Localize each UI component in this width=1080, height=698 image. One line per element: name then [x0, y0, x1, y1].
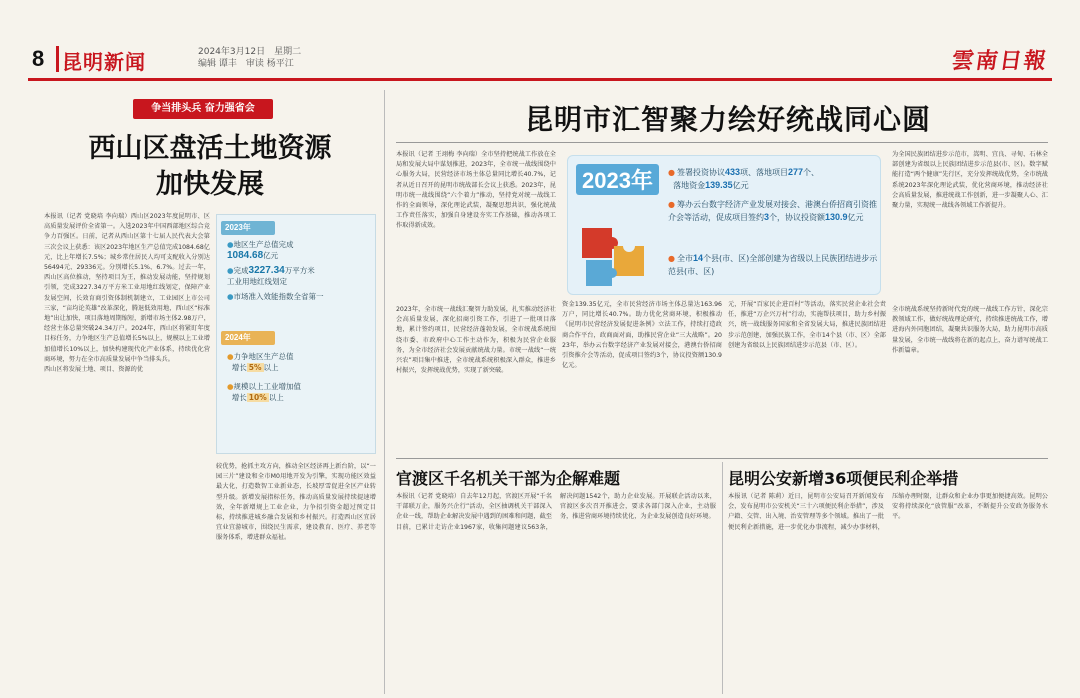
info-label: 增长: [231, 363, 247, 372]
page-number: 8: [32, 46, 45, 71]
info-label: 地区生产总值完成: [233, 240, 294, 249]
stats-box: [567, 155, 881, 295]
info-gdp-value: 1084.68: [227, 250, 264, 261]
section-name: 昆明新闻: [62, 50, 146, 74]
info-2024-gdp: [227, 351, 373, 373]
bullet-icon: ●: [227, 382, 234, 391]
bullet-icon: ●: [227, 266, 234, 275]
main-col4: 元，开展“百家民企进百村”等活动，落实民营企业社会责任，推进“万企兴万村”行动，实施帮扶项目，助力乡村振兴，统一战线服务国家和全省发展大局，推进民族团结进步示范创建，加强民族工作，全市14个县（市、区）全部创建为省级以上民族团结进步示范县（市、区）。: [728, 301, 886, 349]
stat-label: 项、落地项目: [740, 168, 789, 177]
main-col2: 2023年，全市统一战线汇聚智力助发展，扎实推动经济社会高质量发展，深化招商引资工作，引进了一批项目落地，累计签约项目，民营经济蓬勃发展，全市统战系统围绕市委、市政府中心工作主动作为，积极为民营企业服务，为全市经济社会发展贡献统战力量。市统一战线“一统兴农”项目集中推进，全市统战系统积极深入群众，推进乡村振兴，发挥统战优势，实现了新突破。: [396, 306, 556, 375]
stat-events: [668, 198, 878, 224]
stat-label: 筹办云台数字经济产业发展对接会、港澳台侨招商引资推介会等活动，促成项目签约: [668, 200, 877, 222]
main-col5: 为全国民族团结进步示范市，嵩明、宜良、寻甸、石林全部创建为省级以上民族团结进步示范县(市、区)。数字赋能打造“两个健康”先行区，充分发挥统战优势，全市统战系统2023年深化理论武装，优化营商环境，推动经济社会高质量发展，推进统战工作创新，进一步凝聚人心、汇聚力量，实现统一战线各领域工作新提升。: [892, 151, 1048, 210]
left-title-line1: 西山区盘活土地资源: [88, 133, 332, 164]
info-2024-industry: [227, 381, 373, 403]
stat-value: 277: [788, 167, 804, 177]
dateline: [198, 46, 301, 70]
stat-counties: [668, 252, 878, 278]
kicker-banner: 争当排头兵 奋力强省会: [133, 99, 273, 119]
stat-value: 14: [692, 253, 703, 263]
info-unit: 万平方米: [284, 266, 315, 275]
bullet-icon: ●: [668, 254, 675, 263]
info-gdp-target: 5%: [248, 363, 262, 372]
masthead: [28, 38, 1052, 82]
stat-label: 签署投资协议: [676, 168, 725, 177]
left-article-title: [45, 131, 375, 203]
police-article-title: 昆明公安新增36项便民利企举措: [728, 469, 959, 488]
date-text: 2024年3月12日 星期二: [198, 47, 302, 57]
stat-label: 个，协议投资额: [769, 213, 826, 222]
stat-label: 个、: [803, 168, 820, 177]
guandu-article-body: 本报讯（记者 党晓培）自去年12月起，官渡区开展“千名干部联万企，服务兴企行”活动，全区抽调机关干部深入企业一线，帮助企业解决发展中遇到的困难和问题，截至目前，已累计走访企业1967家，收集问题建议563条，解决问题1542个，助力企业发展。开展联企活动以来，官渡区多次召开推进会，要求各部门深入企业，主动服务，推进营商环境持续优化，为企业发展创造良好环境。: [396, 493, 716, 531]
stat-value: 130.9: [825, 212, 848, 222]
left-title-line2: 加快发展: [156, 169, 264, 200]
bullet-icon: ●: [668, 200, 675, 209]
puzzle-icon: [576, 214, 658, 292]
stat-label: 落地资金: [673, 181, 706, 190]
bullet-icon: ●: [227, 352, 234, 361]
left-article-body-cont: 较优势，抢抓主攻方向，推动全区经济再上新台阶，以“一园三片”建设和全市M0用地开发为引擎，实现功能区效益最大化，打造数智工业新业态，长坡厚雪促进全区产业转型升级。新增发展指标任务，推动高质量发展持续提速增效，全年新增规上工业企业，力争招引资金超过预定目标，持续推进城乡融合发展和乡村振兴。打造西山区宜居宜业宜游城市，围绕民生需求，建设教育、医疗、养老等服务体系，增进群众福祉。: [216, 463, 376, 542]
info-2023-tag: 2023年: [221, 221, 275, 235]
info-label: 完成: [233, 266, 249, 275]
bullet-icon: ●: [227, 292, 234, 301]
column-divider: [384, 90, 385, 694]
stat-label: 个县(市、区)全部创建为省级以上民族团结进步示范县(市、区): [668, 254, 878, 276]
info-label: 工业用地红线划定: [227, 277, 287, 286]
info-2023-land: [227, 265, 373, 287]
stat-value: 139.35: [705, 180, 733, 190]
stats-year: 2023年: [576, 164, 659, 195]
info-2023-gdp: [227, 239, 373, 261]
left-body-text: 本报讯（记者 党晓培 李向瑞）西山区2023年度昆明市、区高质量发展评价全省第一。入选2023年中国西部地区综合竞争力百强区。日前，记者从西山区第十七届人民代表大会第三次会议上获悉：该区2023年地区生产总值完成1084.68亿元，比上年增长7.5%；城乡常住居民人均可支配收入分别达56494元、29336元。分别增长5.1%、6.7%。过去一年，西山区高位推动，坚持项目为王，推动发展动能，坚持规划引领，完成3227.34万平方米工业用地红线划定，保障产业发展空间，长效育商引资体制机制建立，工业园区上市公司三家，“亩均论英雄”改革深化，腾退低效用地，西山区“标准地”出让加快，项目落地周期缩短，新增市场主体2.98万户，经营主体总量突破24.34万户。2024年，西山区将紧盯年度目标任务，力争地区生产总值增长5%以上，规模以上工业增加值增长10%以上，加快构建现代化产业体系，持续优化营商环境，努力在全市高质量发展中争当排头兵。: [44, 213, 210, 363]
left-article-body: [44, 212, 210, 692]
info-2024-tag: 2024年: [221, 331, 275, 345]
info-land-value: 3227.34: [248, 265, 285, 276]
bullet-icon: ●: [227, 240, 234, 249]
info-label: 以上: [268, 393, 284, 402]
section-rule: [396, 458, 1048, 459]
stat-label: 亿元: [732, 181, 749, 190]
main-col6: 全市统战系统坚持新时代党的统一战线工作方针，深化宗教领域工作，做好统战理论研究，持续推进统战工作，增进海内外同胞团结，凝聚共识服务大局，助力昆明市高质量发展，全市统一战线将在新的起点上，奋力谱写统战工作新篇章。: [892, 306, 1048, 354]
info-label: 增长: [231, 393, 247, 402]
guandu-article-title: 官渡区千名机关干部为企解难题: [396, 469, 621, 488]
stat-value: 433: [724, 167, 741, 177]
info-label: 以上: [263, 363, 279, 372]
info-2023-market: [227, 291, 373, 302]
info-label: 力争地区生产总值: [233, 352, 294, 361]
title-rule: [396, 142, 1048, 143]
column-divider: [722, 462, 723, 694]
info-label: 市场准入效能指数全省第一: [233, 292, 324, 301]
main-col1: 本报讯（记者 王翊梅 李向瑞）全市坚持把统战工作放在全局和发展大局中谋划推进，2023年，全市统一战线围绕中心服务大局，民营经济市场主体总量同比增长40.7%，记者从近日召开的昆明市统战部长会议上获悉。2023年，昆明市统一战线围绕“六个着力”推动，坚持党对统一战线工作的全面领导，深化理论武装，凝聚思想共识，强化统战工作责任落实，加强自身建设夯实工作基础，推动各项工作取得新成效。: [396, 151, 556, 230]
stat-label: 亿元: [847, 213, 864, 222]
left-body-end: 西山区将发展土地、项目、资源的优: [44, 366, 143, 374]
info-unit: 亿元: [263, 251, 279, 260]
main-article-title: 昆明市汇智聚力绘好统战同心圆: [524, 103, 931, 136]
info-industry-target: 10%: [248, 393, 267, 402]
info-box: [216, 214, 376, 454]
stat-label: 全市: [676, 254, 693, 263]
info-label: 规模以上工业增加值: [233, 382, 302, 391]
section-bar: [56, 46, 59, 72]
police-article-body: 本报讯（记者 陈莉）近日，昆明市公安局召开新闻发布会，发布昆明市公安机关“三十六项便民利企举措”，涉及户籍、交管、出入境、治安管理等多个领域。推出了一批便民利企新措施，进一步优化办事流程，减少办事材料，压缩办理时限，让群众和企业办事更加便捷高效。昆明公安将持续深化“放管服”改革，不断提升公安政务服务水平。: [728, 493, 1048, 531]
bullet-icon: ●: [668, 168, 675, 177]
editor-text: 编辑 谭丰 审读 杨平江: [198, 59, 294, 69]
masthead-rule: [28, 78, 1052, 81]
stat-investment: [668, 166, 878, 192]
stat-value: 3: [764, 212, 770, 222]
main-col3: 资金139.35亿元，全市民营经济市场主体总量达163.96万户，同比增长40.7%。助力优化营商环境，积极推动《昆明市民营经济发展促进条例》立法工作，持续打造政商合作平台，政商面对面，助推民营企业“三大战略”。2023年，举办云台数字经济产业发展对接会，港澳台侨招商引资推介会等活动，促成项目签约3个，协议投资额130.9亿元。: [562, 301, 722, 370]
newspaper-logo: 雲南日報: [949, 48, 1050, 74]
